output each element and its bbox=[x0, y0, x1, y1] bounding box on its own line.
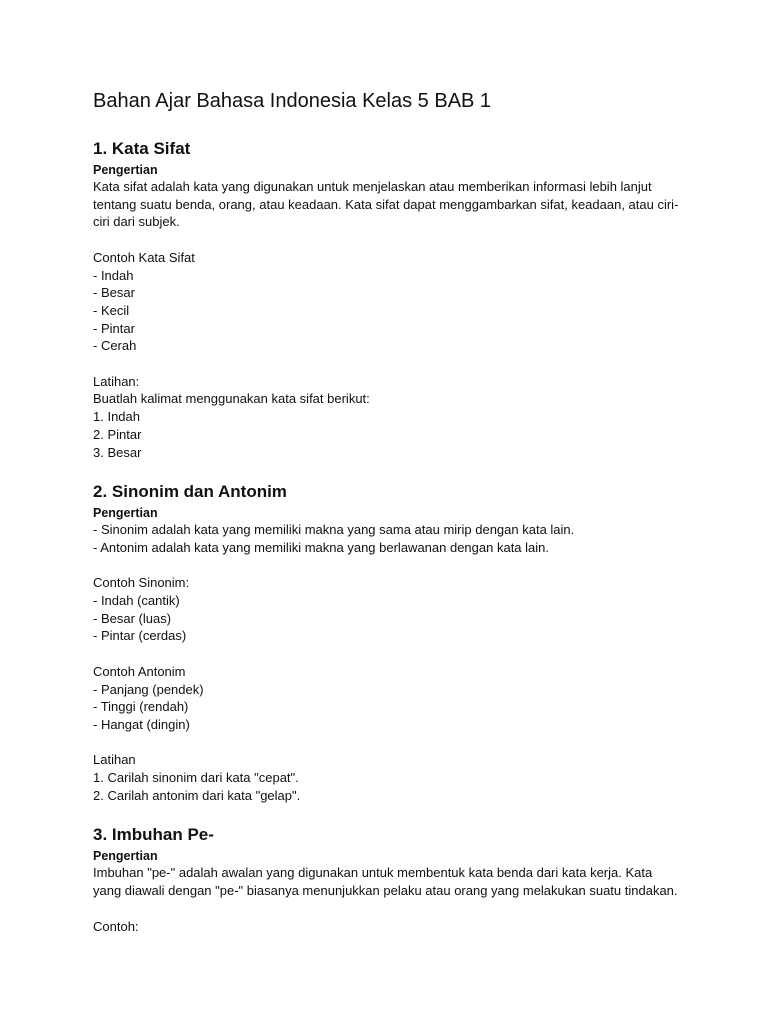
list-item: - Besar (luas) bbox=[93, 610, 172, 626]
list-item: 1. Carilah sinonim dari kata "cepat". bbox=[93, 770, 299, 786]
document-body bbox=[93, 88, 683, 935]
list-item: - Indah (cantik) bbox=[93, 593, 180, 609]
example-title: Contoh Sinonim: bbox=[93, 575, 190, 591]
example-title: Contoh Antonim bbox=[93, 663, 186, 679]
paragraph-line: tentang suatu benda, orang, atau keadaan. Kata sifat dapat menggambarkan sifat, keadaan, atau ciri- bbox=[93, 196, 679, 212]
paragraph-line: Imbuhan "pe-" adalah awalan yang digunakan untuk membentuk kata benda dari kata kerja. Kata bbox=[93, 865, 653, 881]
list-item: - Besar bbox=[93, 285, 135, 301]
list-item: - Cerah bbox=[93, 338, 137, 354]
list-item: 2. Pintar bbox=[93, 426, 142, 442]
list-item: - Tinggi (rendah) bbox=[93, 699, 189, 715]
paragraph-line: - Antonim adalah kata yang memiliki makna yang berlawanan dengan kata lain. bbox=[93, 539, 549, 555]
list-item: 2. Carilah antonim dari kata "gelap". bbox=[93, 787, 301, 803]
section-heading: 3. Imbuhan Pe- bbox=[93, 825, 214, 845]
subheading: Pengertian bbox=[93, 849, 158, 864]
list-item: - Pintar (cerdas) bbox=[93, 628, 187, 644]
list-item: - Kecil bbox=[93, 302, 130, 318]
paragraph-line: Kata sifat adalah kata yang digunakan untuk menjelaskan atau memberikan informasi lebih lanjut bbox=[93, 179, 652, 194]
paragraph-line: ciri dari subjek. bbox=[93, 214, 180, 230]
list-item: - Hangat (dingin) bbox=[93, 716, 190, 732]
exercise-title: Latihan: bbox=[93, 373, 140, 389]
section-heading: 1. Kata Sifat bbox=[93, 139, 191, 158]
list-item: - Pintar bbox=[93, 320, 135, 336]
example-title: Contoh Kata Sifat bbox=[93, 249, 195, 265]
exercise-title: Latihan bbox=[93, 752, 136, 768]
subheading: Pengertian bbox=[93, 506, 158, 521]
subheading: Pengertian bbox=[93, 163, 158, 177]
example-title: Contoh: bbox=[93, 918, 139, 934]
paragraph-line: - Sinonim adalah kata yang memiliki makna yang sama atau mirip dengan kata lain. bbox=[93, 522, 575, 538]
exercise-intro: Buatlah kalimat menggunakan kata sifat berikut: bbox=[93, 391, 370, 407]
section-heading: 2. Sinonim dan Antonim bbox=[93, 482, 287, 502]
paragraph-line: yang diawali dengan "pe-" biasanya menunjukkan pelaku atau orang yang melakukan suatu tindakan. bbox=[93, 883, 678, 899]
list-item: 1. Indah bbox=[93, 409, 140, 425]
document-title: Bahan Ajar Bahasa Indonesia Kelas 5 BAB 1 bbox=[93, 90, 492, 112]
list-item: 3. Besar bbox=[93, 444, 142, 460]
list-item: - Indah bbox=[93, 267, 134, 283]
list-item: - Panjang (pendek) bbox=[93, 681, 204, 697]
